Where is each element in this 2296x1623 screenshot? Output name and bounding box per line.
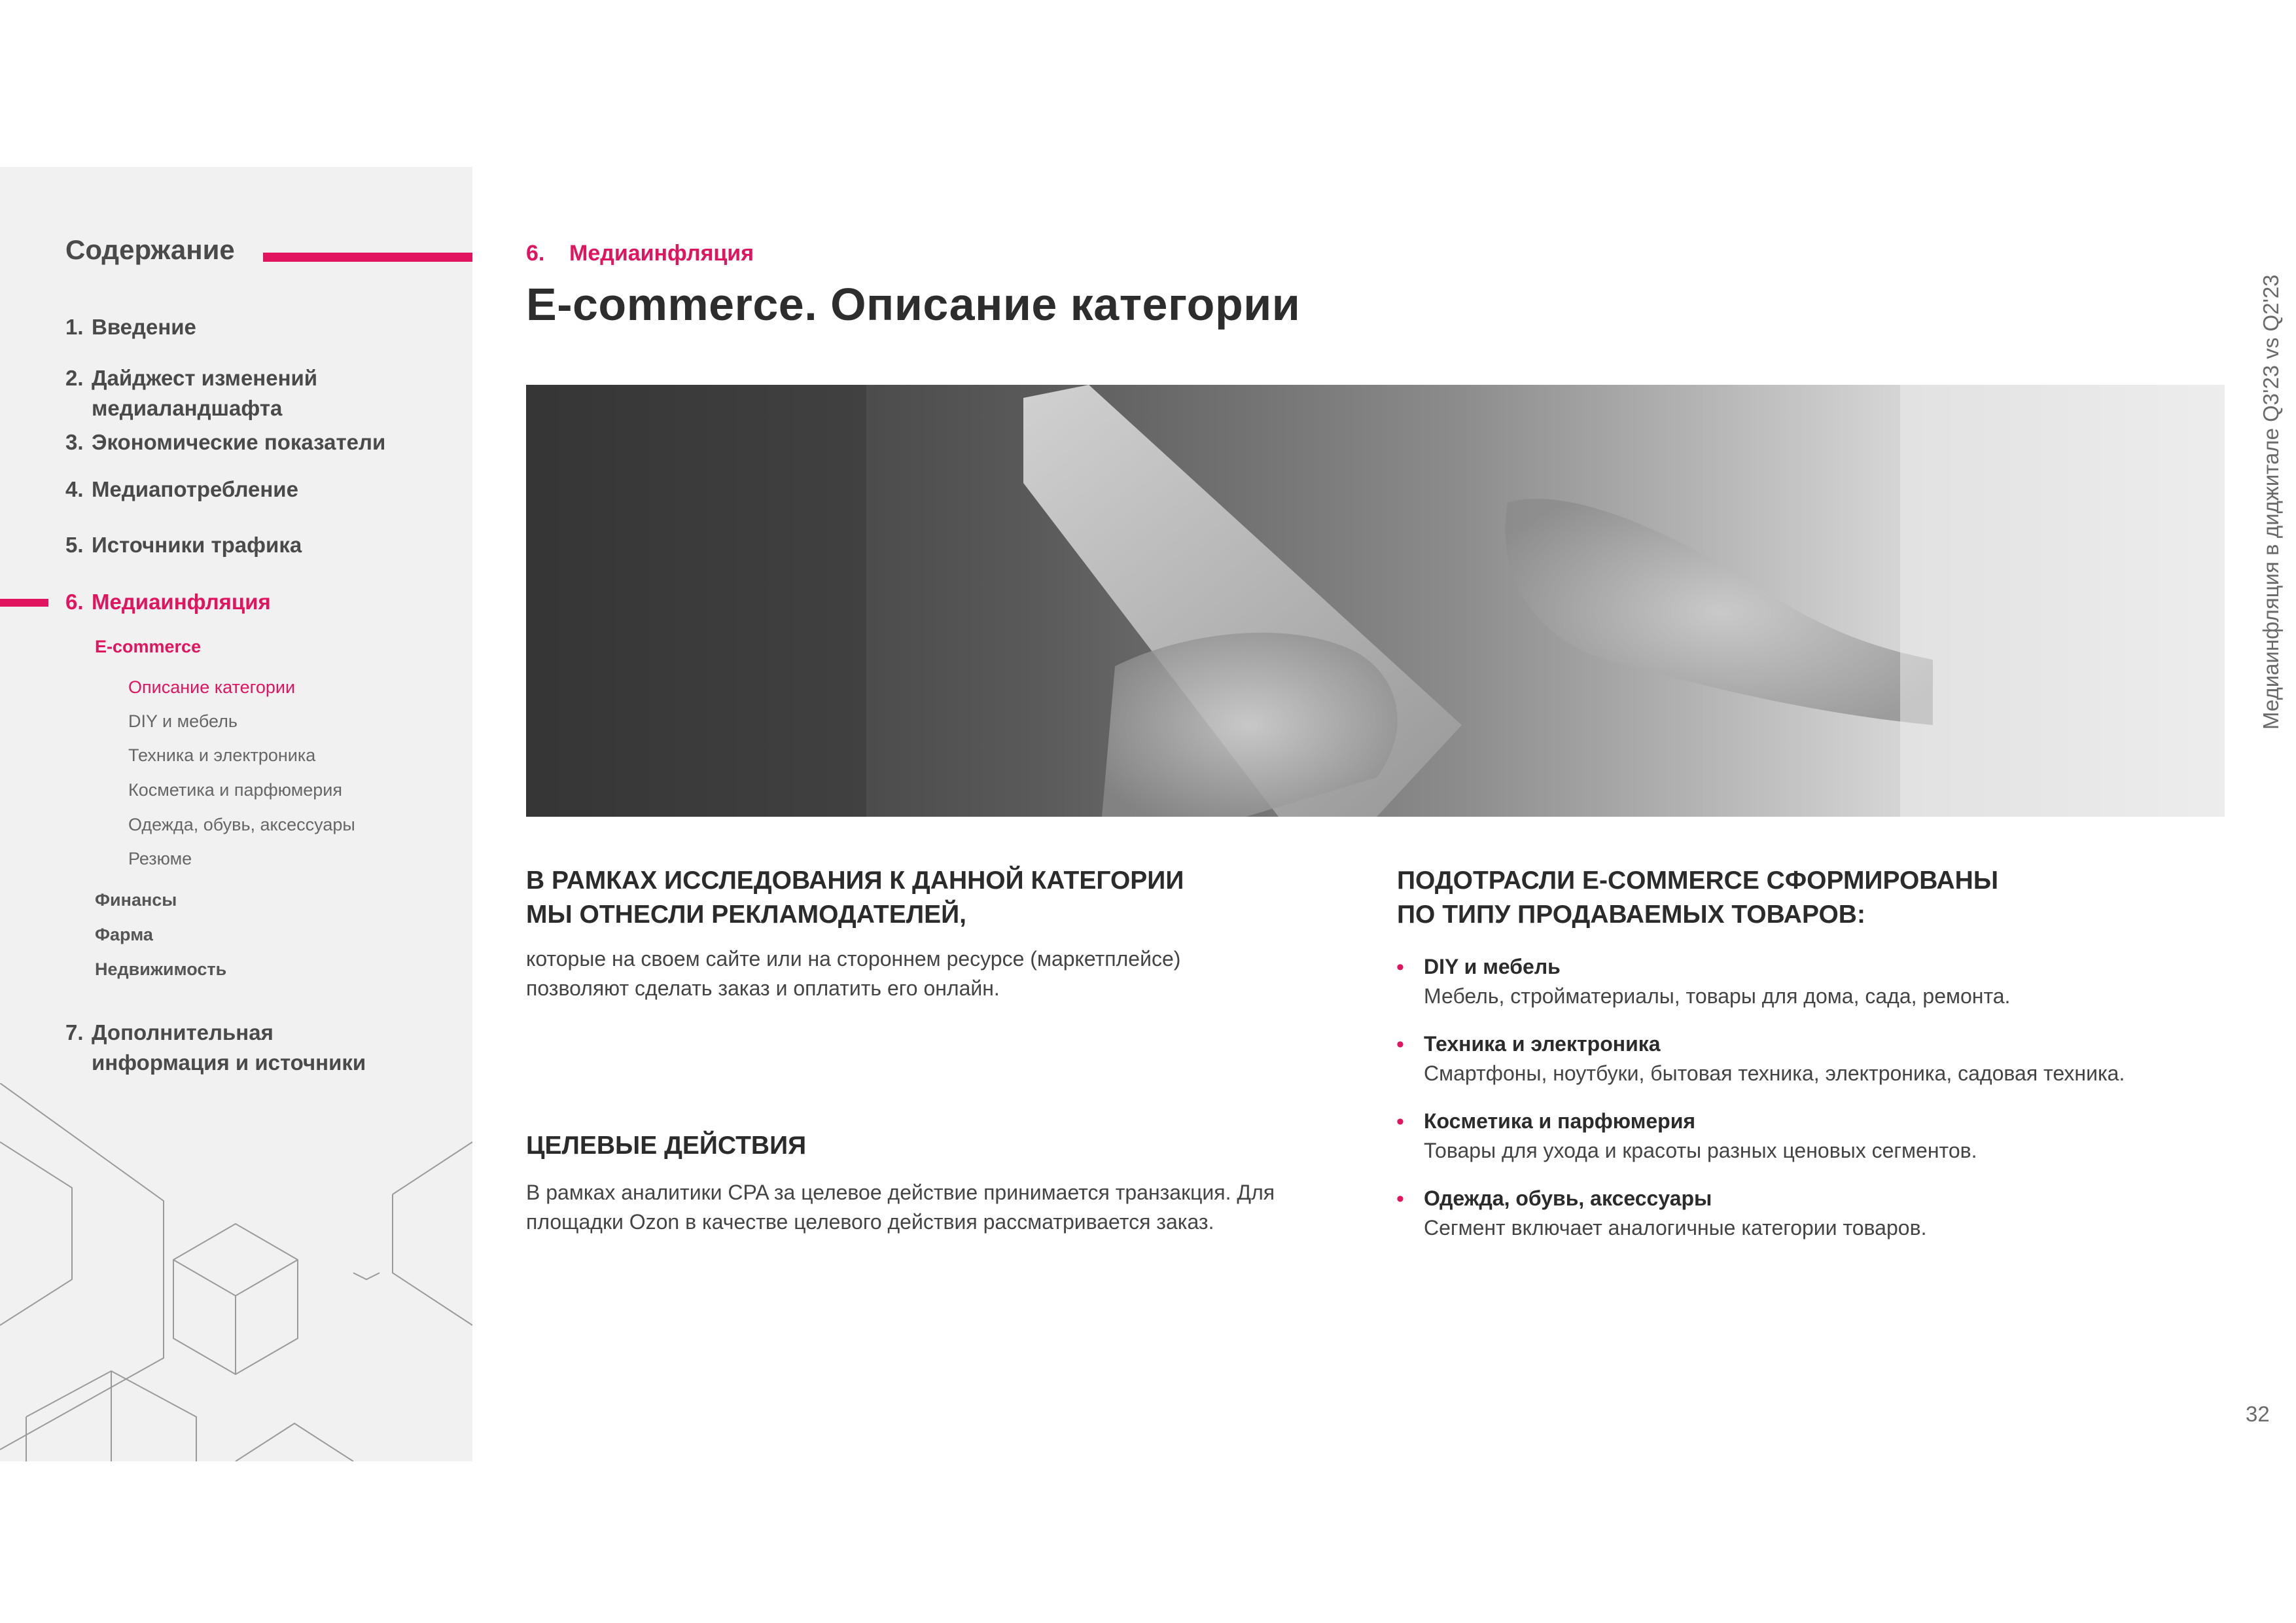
- list-item-desc: Смартфоны, ноутбуки, бытовая техника, электроника, садовая техника.: [1424, 1061, 2125, 1085]
- scope-heading: [526, 864, 1311, 932]
- list-item-desc: Сегмент включает аналогичные категории товаров.: [1424, 1216, 1927, 1240]
- toc-heading-accent-bar: [263, 253, 472, 262]
- toc-item-traffic-sources[interactable]: [65, 530, 302, 560]
- toc-item-label: Дополнительная: [92, 1020, 274, 1044]
- toc-item-number: 6.: [65, 590, 84, 614]
- toc-item-number: 4.: [65, 477, 84, 501]
- target-actions-line1: В рамках аналитики CPA за целевое действие принимается транзакция. Для: [526, 1181, 1275, 1204]
- table-of-contents-sidebar: [0, 167, 472, 1461]
- toc-heading: Содержание: [65, 234, 235, 265]
- toc-item-number: 7.: [65, 1020, 84, 1044]
- subsectors-heading: [1397, 864, 2182, 932]
- toc-sub-pharma[interactable]: Фарма: [95, 925, 153, 944]
- geometric-cubes-decoration: [0, 1083, 472, 1461]
- target-actions-line2: площадки Ozon в качестве целевого действия рассматривается заказ.: [526, 1210, 1214, 1234]
- scope-text-line2: позволяют сделать заказ и оплатить его онлайн.: [526, 976, 1000, 1000]
- toc-active-marker: [0, 599, 48, 607]
- toc-item-label: Дайджест изменений: [92, 366, 318, 390]
- list-item-title: Косметика и парфюмерия: [1424, 1109, 1696, 1133]
- target-actions-text: [526, 1178, 1377, 1237]
- toc-item-label: Медиапотребление: [92, 477, 298, 501]
- subsectors-list: [1392, 952, 2243, 1261]
- toc-item-label-line2: информация и источники: [92, 1050, 366, 1075]
- bullet-icon: •: [1396, 1032, 1404, 1057]
- list-item-title: DIY и мебель: [1424, 955, 1561, 978]
- subsectors-heading-line1: ПОДОТРАСЛИ E-COMMERCE СФОРМИРОВАНЫ: [1397, 866, 1999, 895]
- list-item-title: Одежда, обувь, аксессуары: [1424, 1186, 1712, 1210]
- scope-text-line1: которые на своем сайте или на стороннем ресурсе (маркетплейсе): [526, 947, 1181, 971]
- section-label: [526, 241, 754, 266]
- toc-item-media-consumption[interactable]: [65, 474, 298, 505]
- list-item-title: Техника и электроника: [1424, 1032, 1661, 1056]
- page-number: 32: [2246, 1402, 2270, 1426]
- toc-item-economics[interactable]: [65, 427, 385, 457]
- toc-subsub-electronics[interactable]: Техника и электроника: [128, 745, 316, 765]
- toc-subsub-diy[interactable]: DIY и мебель: [128, 711, 238, 731]
- toc-item-label: Экономические показатели: [92, 430, 386, 454]
- subsectors-heading-line2: ПО ТИПУ ПРОДАВАЕМЫХ ТОВАРОВ:: [1397, 901, 1865, 929]
- list-item-desc: Товары для ухода и красоты разных ценовых сегментов.: [1424, 1139, 1977, 1162]
- hero-photo-tablet-hands: [526, 385, 2225, 817]
- list-item: [1392, 952, 2243, 1011]
- toc-subsub-clothing[interactable]: Одежда, обувь, аксессуары: [128, 815, 355, 834]
- toc-sub-realty[interactable]: Недвижимость: [95, 959, 227, 979]
- toc-sub-ecommerce[interactable]: E-commerce: [95, 637, 202, 656]
- list-item: [1392, 1029, 2243, 1088]
- toc-subsub-category-description[interactable]: Описание категории: [128, 677, 296, 697]
- bullet-icon: •: [1396, 1186, 1404, 1211]
- toc-item-label: Введение: [92, 315, 196, 339]
- toc-item-label: Источники трафика: [92, 533, 302, 557]
- toc-item-number: 1.: [65, 315, 84, 339]
- report-caption-vertical: Медиаинфляция в диджитале Q3'23 vs Q2'23: [2259, 274, 2283, 730]
- scope-heading-line2: МЫ ОТНЕСЛИ РЕКЛАМОДАТЕЛЕЙ,: [526, 901, 967, 929]
- list-item: [1392, 1184, 2243, 1243]
- toc-item-number: 2.: [65, 366, 84, 390]
- toc-subsub-cosmetics[interactable]: Косметика и парфюмерия: [128, 780, 342, 800]
- bullet-icon: •: [1396, 1109, 1404, 1134]
- toc-item-additional-info[interactable]: [65, 1018, 432, 1078]
- list-item: [1392, 1107, 2243, 1166]
- toc-item-intro[interactable]: [65, 312, 196, 342]
- toc-item-label: Медиаинфляция: [92, 590, 271, 614]
- toc-item-number: 3.: [65, 430, 84, 454]
- scope-heading-line1: В РАМКАХ ИССЛЕДОВАНИЯ К ДАННОЙ КАТЕГОРИИ: [526, 866, 1184, 895]
- toc-item-digest[interactable]: [65, 363, 432, 423]
- section-name: Медиаинфляция: [569, 241, 754, 266]
- toc-item-label-line2: медиаландшафта: [92, 396, 283, 420]
- page-title: E-commerce. Описание категории: [526, 279, 1301, 330]
- section-number: 6.: [526, 241, 545, 266]
- toc-item-number: 5.: [65, 533, 84, 557]
- scope-text: [526, 944, 1311, 1003]
- toc-sub-finance[interactable]: Финансы: [95, 890, 177, 910]
- toc-item-media-inflation[interactable]: [65, 587, 271, 617]
- bullet-icon: •: [1396, 955, 1404, 980]
- list-item-desc: Мебель, стройматериалы, товары для дома, сада, ремонта.: [1424, 984, 2011, 1008]
- toc-subsub-summary[interactable]: Резюме: [128, 849, 192, 868]
- target-actions-heading: ЦЕЛЕВЫЕ ДЕЙСТВИЯ: [526, 1132, 807, 1160]
